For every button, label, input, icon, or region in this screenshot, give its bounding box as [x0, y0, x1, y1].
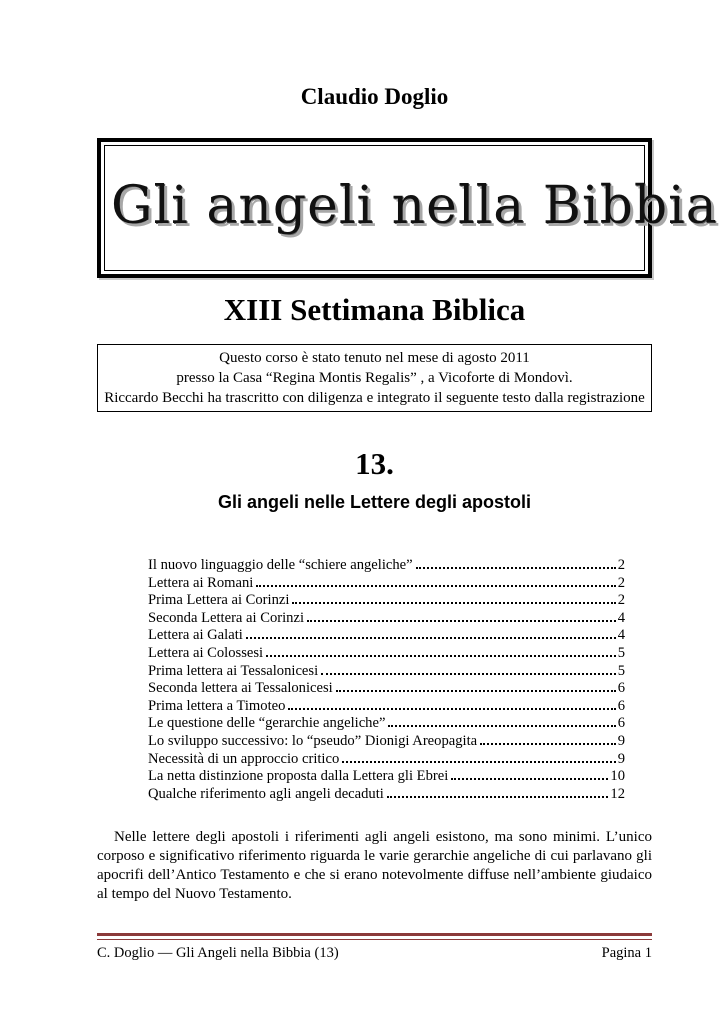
notice-line-3: Riccardo Becchi ha trascritto con diligenza e integrato il seguente testo dalla registrazione: [104, 390, 645, 406]
toc-leader-dots: [266, 655, 616, 657]
toc-entry: [148, 592, 625, 610]
document-page: [97, 0, 718, 904]
toc-leader-dots: [480, 743, 616, 745]
toc-entry: [148, 698, 625, 716]
toc-entry: [148, 610, 625, 628]
toc-leader-dots: [336, 690, 616, 692]
toc-entry-label: Qualche riferimento agli angeli decaduti: [148, 785, 384, 802]
subtitle: XIII Settimana Biblica: [223, 292, 526, 327]
page-footer: [97, 933, 652, 962]
intro-paragraph: Nelle lettere degli apostoli i riferimenti agli angeli esistono, ma sono minimi. L’unico corposo e significativo riferimento riguarda le varie gerarchie angeliche di cui parlavano gli apocrifi dell’Antico Testamento e che si erano notevolmente diffuse nell’ambiente giudaico al tempo del Nuovo Testamento.: [97, 829, 652, 903]
toc-leader-dots: [307, 620, 616, 622]
toc-entry-page: 5: [617, 662, 625, 679]
table-of-contents: [148, 557, 625, 803]
toc-entry-page: 5: [617, 644, 625, 661]
toc-leader-dots: [256, 585, 615, 587]
footer-rule: [97, 933, 652, 940]
toc-entry-page: 4: [617, 609, 625, 626]
toc-leader-dots: [388, 725, 615, 727]
toc-entry-label: Lettera ai Colossesi: [148, 644, 264, 661]
toc-leader-dots: [288, 708, 615, 710]
course-notice-box: [97, 344, 652, 412]
toc-entry: [148, 715, 625, 733]
toc-leader-dots: [387, 796, 609, 798]
toc-leader-dots: [416, 567, 616, 569]
toc-entry: [148, 751, 625, 769]
toc-entry-label: Prima lettera a Timoteo: [148, 697, 286, 714]
toc-entry-page: 6: [617, 680, 625, 697]
toc-entry: [148, 786, 625, 804]
toc-entry-label: Prima lettera ai Tessalonicesi: [148, 662, 319, 679]
toc-entry: [148, 663, 625, 681]
toc-entry-page: 10: [610, 768, 625, 785]
toc-entry: [148, 575, 625, 593]
toc-entry-page: 6: [617, 697, 625, 714]
toc-entry: [148, 733, 625, 751]
toc-entry-label: Lo sviluppo successivo: lo “pseudo” Dionigi Areopagita: [148, 732, 478, 749]
toc-entry-label: Seconda lettera ai Tessalonicesi: [148, 680, 333, 697]
chapter-number: 13.: [355, 446, 394, 481]
toc-entry-page: 2: [617, 574, 625, 591]
toc-entry-label: Lettera ai Romani: [148, 574, 254, 591]
toc-entry-page: 4: [617, 627, 625, 644]
toc-leader-dots: [321, 673, 616, 675]
toc-entry-label: Prima Lettera ai Corinzi: [148, 592, 290, 609]
toc-entry: [148, 557, 625, 575]
toc-entry-label: Il nuovo linguaggio delle “schiere angeliche”: [148, 557, 413, 573]
toc-entry-page: 2: [617, 592, 625, 609]
toc-entry-page: 6: [617, 715, 625, 732]
toc-entry-page: 12: [610, 785, 625, 802]
toc-entry: [148, 645, 625, 663]
chapter-title: Gli angeli nelle Lettere degli apostoli: [217, 492, 532, 512]
toc-leader-dots: [342, 761, 615, 763]
notice-line-2: presso la Casa “Regina Montis Regalis” , a Vicoforte di Mondovì.: [176, 370, 573, 386]
toc-leader-dots: [451, 778, 608, 780]
notice-line-1: Questo corso è stato tenuto nel mese di agosto 2011: [219, 350, 530, 366]
toc-entry-label: Le questione delle “gerarchie angeliche”: [148, 715, 386, 732]
footer-left-text: C. Doglio — Gli Angeli nella Bibbia (13): [97, 945, 339, 961]
title-box-inner: [104, 145, 718, 271]
main-title: Gli angeli nella Bibbia: [111, 176, 718, 236]
toc-entry-label: Necessità di un approccio critico: [148, 750, 340, 767]
toc-entry-label: La netta distinzione proposta dalla Lettera gli Ebrei: [148, 768, 449, 785]
toc-entry: [148, 680, 625, 698]
footer-page-number: Pagina 1: [601, 945, 652, 961]
toc-entry: [148, 768, 625, 786]
toc-entry: [148, 627, 625, 645]
toc-entry-page: 2: [617, 557, 625, 573]
toc-entry-label: Seconda Lettera ai Corinzi: [148, 609, 305, 626]
toc-leader-dots: [292, 602, 615, 604]
toc-entry-page: 9: [617, 750, 625, 767]
author-name: Claudio Doglio: [300, 84, 449, 109]
title-box: [97, 138, 718, 278]
toc-entry-label: Lettera ai Galati: [148, 627, 243, 644]
toc-leader-dots: [246, 637, 616, 639]
toc-entry-page: 9: [617, 732, 625, 749]
